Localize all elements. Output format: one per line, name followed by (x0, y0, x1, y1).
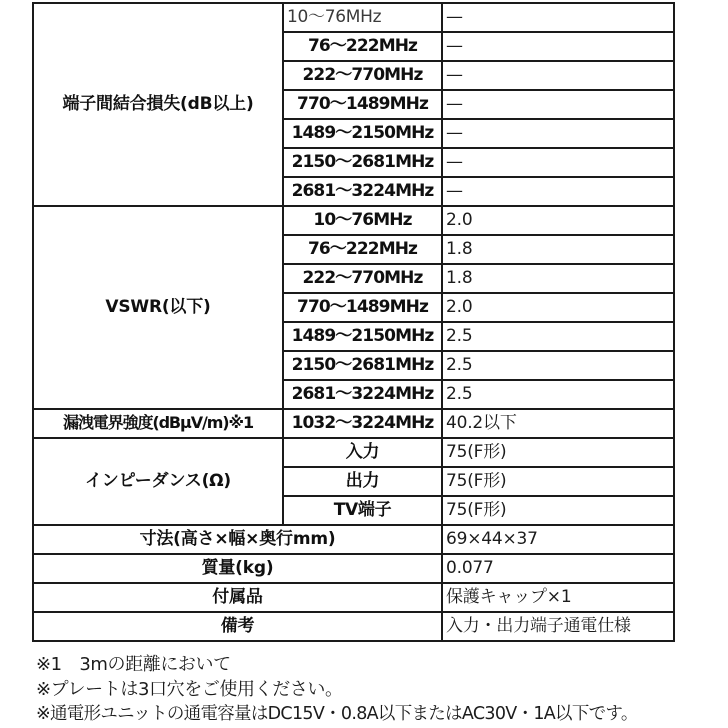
table-row (33, 3, 674, 32)
row-label-coupling-loss: 端子間結合損失(dB以上) (33, 3, 283, 206)
band-label: 770～1489MHz (283, 90, 442, 119)
band-value: 40.2以下 (442, 409, 674, 438)
band-label: TV端子 (283, 496, 442, 525)
band-label: 222～770MHz (283, 264, 442, 293)
band-value: — (442, 148, 674, 177)
band-value: — (442, 119, 674, 148)
band-label: 770～1489MHz (283, 293, 442, 322)
footnotes (36, 652, 726, 727)
band-label: 76～222MHz (283, 32, 442, 61)
footnote-1: ※1 3mの距離において (36, 654, 231, 675)
band-value: — (442, 90, 674, 119)
band-value: 1.8 (442, 235, 674, 264)
band-label: 入力 (283, 438, 442, 467)
band-value: — (442, 61, 674, 90)
band-value: 2.5 (442, 351, 674, 380)
row-label-accessories: 付属品 (33, 583, 442, 612)
row-value-remarks: 入力・出力端子通電仕様 (442, 612, 674, 641)
band-label: 2150～2681MHz (283, 351, 442, 380)
band-label: 10～76MHz (283, 206, 442, 235)
table-row (33, 612, 674, 641)
row-value-weight: 0.077 (442, 554, 674, 583)
band-label: 10～76MHz (283, 3, 442, 32)
band-value: 75(F形) (442, 438, 674, 467)
table-row (33, 525, 674, 554)
band-label: 1032～3224MHz (283, 409, 442, 438)
footnote-3: ※通電形ユニットの通電容量はDC15V・0.8A以下またはAC30V・1A以下です。 (36, 704, 638, 724)
band-value: 2.5 (442, 380, 674, 409)
row-value-dimensions: 69×44×37 (442, 525, 674, 554)
band-value: 75(F形) (442, 496, 674, 525)
row-label-impedance: インピーダンス(Ω) (33, 438, 283, 525)
row-label-weight: 質量(kg) (33, 554, 442, 583)
band-label: 1489～2150MHz (283, 322, 442, 351)
band-value: — (442, 177, 674, 206)
table-row (33, 206, 674, 235)
row-label-leakage-field-strength: 漏洩電界強度(dBμV/m)※1 (33, 409, 283, 438)
band-value: 2.0 (442, 206, 674, 235)
band-value: — (442, 32, 674, 61)
footnote-2: ※プレートは3口穴をご使用ください。 (36, 679, 343, 700)
row-value-accessories: 保護キャップ×1 (442, 583, 674, 612)
band-value: 2.5 (442, 322, 674, 351)
table-row (33, 583, 674, 612)
band-value: 75(F形) (442, 467, 674, 496)
specification-table (32, 2, 675, 642)
table-row (33, 409, 674, 438)
band-label: 222～770MHz (283, 61, 442, 90)
band-label: 2681～3224MHz (283, 380, 442, 409)
band-label: 出力 (283, 467, 442, 496)
table-body (33, 3, 674, 641)
band-label: 2681～3224MHz (283, 177, 442, 206)
table-row (33, 438, 674, 467)
band-value: 1.8 (442, 264, 674, 293)
band-value: — (442, 3, 674, 32)
band-value: 2.0 (442, 293, 674, 322)
band-label: 1489～2150MHz (283, 119, 442, 148)
row-label-remarks: 備考 (33, 612, 442, 641)
row-label-dimensions: 寸法(高さ×幅×奥行mm) (33, 525, 442, 554)
row-label-vswr: VSWR(以下) (33, 206, 283, 409)
table-row (33, 554, 674, 583)
band-label: 76～222MHz (283, 235, 442, 264)
band-label: 2150～2681MHz (283, 148, 442, 177)
